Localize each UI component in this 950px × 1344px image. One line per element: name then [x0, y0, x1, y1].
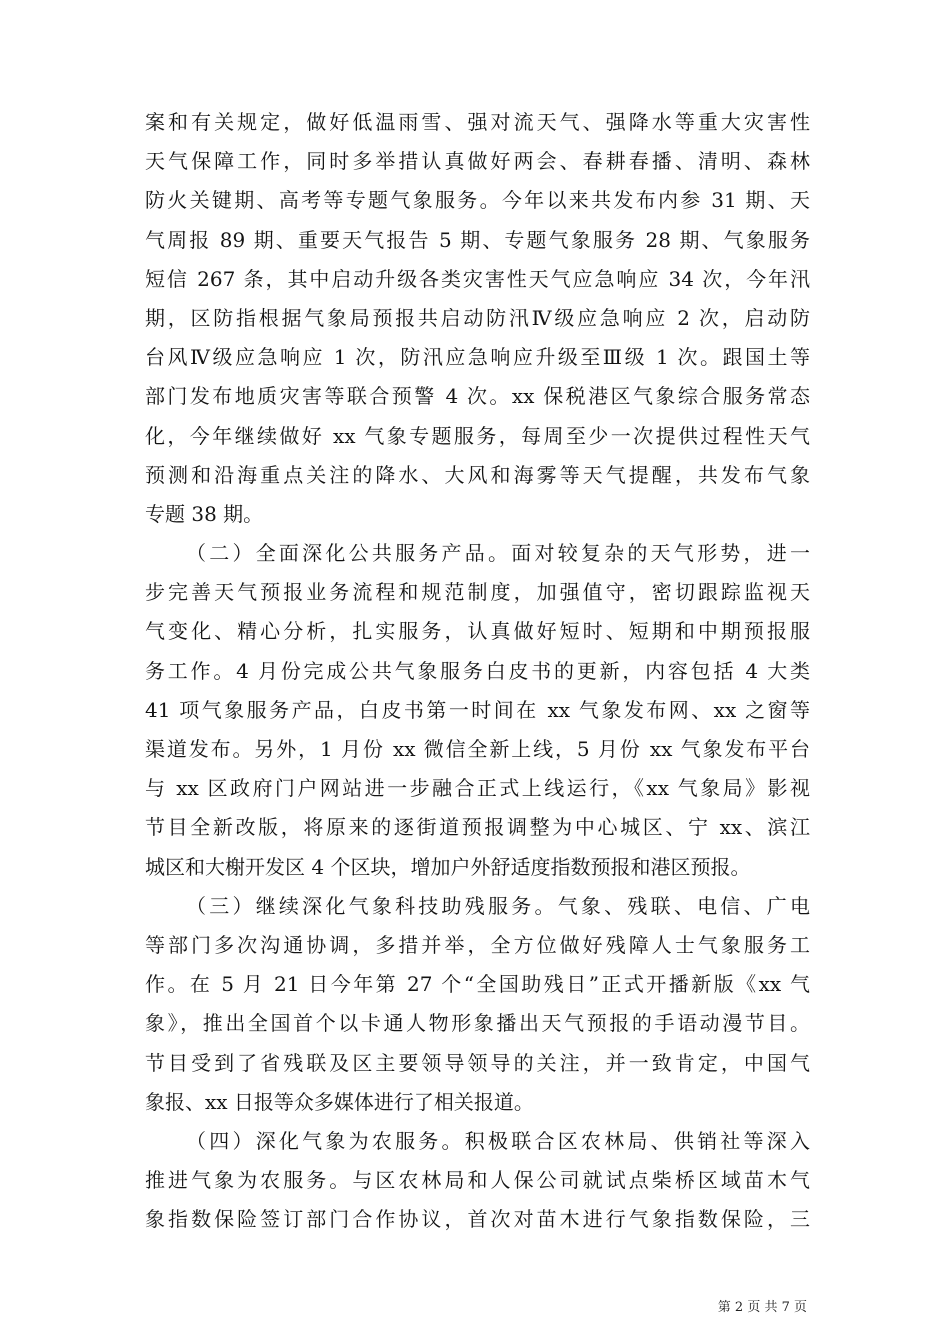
text-line: 象报、xx 日报等众多媒体进行了相关报道。: [145, 1089, 534, 1114]
text-line: 41 项气象服务产品，白皮书第一时间在 xx 气象发布网、xx 之窗等: [145, 697, 810, 722]
text-line: 防火关键期、高考等专题气象服务。今年以来共发布内参 31 期、天: [145, 188, 810, 213]
text-line: 气周报 89 期、重要天气报告 5 期、专题气象服务 28 期、气象服务: [145, 227, 810, 252]
text-line: 期，区防指根据气象局预报共启动防汛Ⅳ级应急响应 2 次，启动防: [145, 305, 810, 330]
text-line: 节目全新改版，将原来的逐街道预报调整为中心城区、宁 xx、滨江: [145, 815, 810, 840]
text-line: 作。在 5 月 21 日今年第 27 个“全国助残日”正式开播新版《xx 气: [145, 972, 810, 997]
text-line: 预测和沿海重点关注的降水、大风和海雾等天气提醒，共发布气象: [145, 462, 810, 487]
text-line: 推进气象为农服务。与区农林局和人保公司就试点柴桥区域苗木气: [145, 1168, 810, 1193]
text-line: 城区和大榭开发区 4 个区块，增加户外舒适度指数预报和港区预报。: [145, 854, 751, 879]
text-line: 渠道发布。另外，1 月份 xx 微信全新上线，5 月份 xx 气象发布平台: [145, 737, 810, 761]
text-line: 天气保障工作，同时多举措认真做好两会、春耕春播、清明、森林: [145, 149, 810, 174]
text-line: 象指数保险签订部门合作协议，首次对苗木进行气象指数保险，三: [145, 1207, 810, 1232]
page-number-footer: 第 2 页 共 7 页: [717, 1300, 807, 1315]
text-line: 专题 38 期。: [145, 501, 264, 526]
text-line: 节目受到了省残联及区主要领导领导的关注，并一致肯定，中国气: [145, 1050, 810, 1075]
text-line: 务工作。4 月份完成公共气象服务白皮书的更新，内容包括 4 大类: [145, 658, 810, 683]
text-line: 步完善天气预报业务流程和规范制度，加强值守，密切跟踪监视天: [145, 580, 810, 605]
text-line: 短信 267 条，其中启动升级各类灾害性天气应急响应 34 次，今年汛: [145, 266, 810, 291]
text-line: 与 xx 区政府门户网站进一步融合正式上线运行，《xx 气象局》影视: [145, 776, 810, 801]
text-line: 气变化、精心分析，扎实服务，认真做好短时、短期和中期预报服: [145, 619, 810, 644]
text-line: 案和有关规定，做好低温雨雪、强对流天气、强降水等重大灾害性: [145, 110, 810, 134]
text-line: 部门发布地质灾害等联合预警 4 次。xx 保税港区气象综合服务常态: [145, 384, 810, 409]
document-body: [145, 103, 810, 1239]
text-line: 象》，推出全国首个以卡通人物形象播出天气预报的手语动漫节目。: [145, 1011, 810, 1036]
paragraph-start-line: （四）深化气象为农服务。积极联合区农林局、供销社等深入: [186, 1128, 810, 1153]
text-line: 等部门多次沟通协调，多措并举，全方位做好残障人士气象服务工: [145, 932, 810, 957]
text-line: 化，今年继续做好 xx 气象专题服务，每周至少一次提供过程性天气: [145, 423, 810, 448]
text-line: 台风Ⅳ级应急响应 1 次，防汛应急响应升级至Ⅲ级 1 次。跟国土等: [145, 345, 810, 370]
paragraph-start-line: （二）全面深化公共服务产品。面对较复杂的天气形势，进一: [186, 541, 810, 566]
paragraph-start-line: （三）继续深化气象科技助残服务。气象、残联、电信、广电: [186, 893, 810, 918]
